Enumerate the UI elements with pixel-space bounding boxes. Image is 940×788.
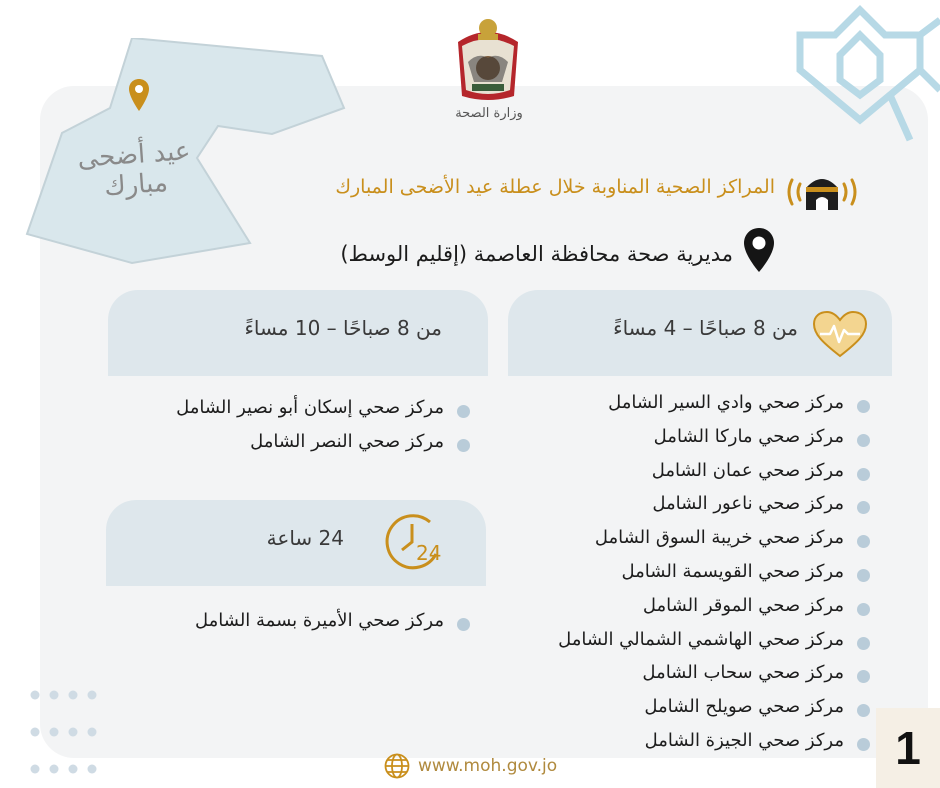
globe-icon — [384, 753, 410, 779]
dot-grid-decoration — [30, 690, 104, 776]
evening-shift-label: من 8 صباحًا – 10 مساءً — [244, 316, 442, 340]
geometric-pattern — [780, 0, 940, 150]
website-link[interactable]: www.moh.gov.jo — [418, 756, 558, 776]
heart-pulse-icon — [812, 310, 868, 360]
list-item: مركز صحي وادي السير الشامل — [558, 388, 870, 422]
list-item: مركز صحي الهاشمي الشمالي الشامل — [558, 625, 870, 659]
list-item: مركز صحي صويلح الشامل — [558, 692, 870, 726]
allday-shift-label: 24 ساعة — [266, 526, 344, 550]
evening-centers-list — [176, 393, 470, 461]
ministry-name: وزارة الصحة — [455, 106, 523, 121]
list-item: مركز صحي القويسمة الشامل — [558, 557, 870, 591]
page-title: المراكز الصحية المناوبة خلال عطلة عيد الأضحى المبارك — [335, 176, 775, 198]
list-item: مركز صحي عمان الشامل — [558, 456, 870, 490]
list-item: مركز صحي الأميرة بسمة الشامل — [195, 606, 470, 640]
location-pin-icon — [742, 226, 776, 274]
directorate-subtitle: مديرية صحة محافظة العاصمة (إقليم الوسط) — [340, 242, 733, 266]
list-item: مركز صحي الموقر الشامل — [558, 591, 870, 625]
map-pin-icon — [128, 78, 150, 112]
morning-centers-list — [558, 388, 870, 760]
list-item: مركز صحي النصر الشامل — [176, 427, 470, 461]
eid-calligraphy: عيد أضحى مبارك — [76, 136, 192, 203]
list-item: مركز صحي سحاب الشامل — [558, 658, 870, 692]
clock-24-text: 24 — [416, 541, 442, 565]
allday-centers-list — [195, 606, 470, 640]
jordan-coat-of-arms — [452, 12, 524, 104]
evening-shift-header — [108, 290, 488, 376]
morning-shift-label: من 8 صباحًا – 4 مساءً — [613, 316, 798, 340]
list-item: مركز صحي الجيزة الشامل — [558, 726, 870, 760]
list-item: مركز صحي إسكان أبو نصير الشامل — [176, 393, 470, 427]
kaaba-broadcast-icon — [782, 170, 862, 214]
list-item: مركز صحي ماركا الشامل — [558, 422, 870, 456]
list-item: مركز صحي ناعور الشامل — [558, 489, 870, 523]
list-item: مركز صحي خريبة السوق الشامل — [558, 523, 870, 557]
clock-24-icon — [382, 510, 448, 572]
page-number: 1 — [876, 708, 940, 788]
